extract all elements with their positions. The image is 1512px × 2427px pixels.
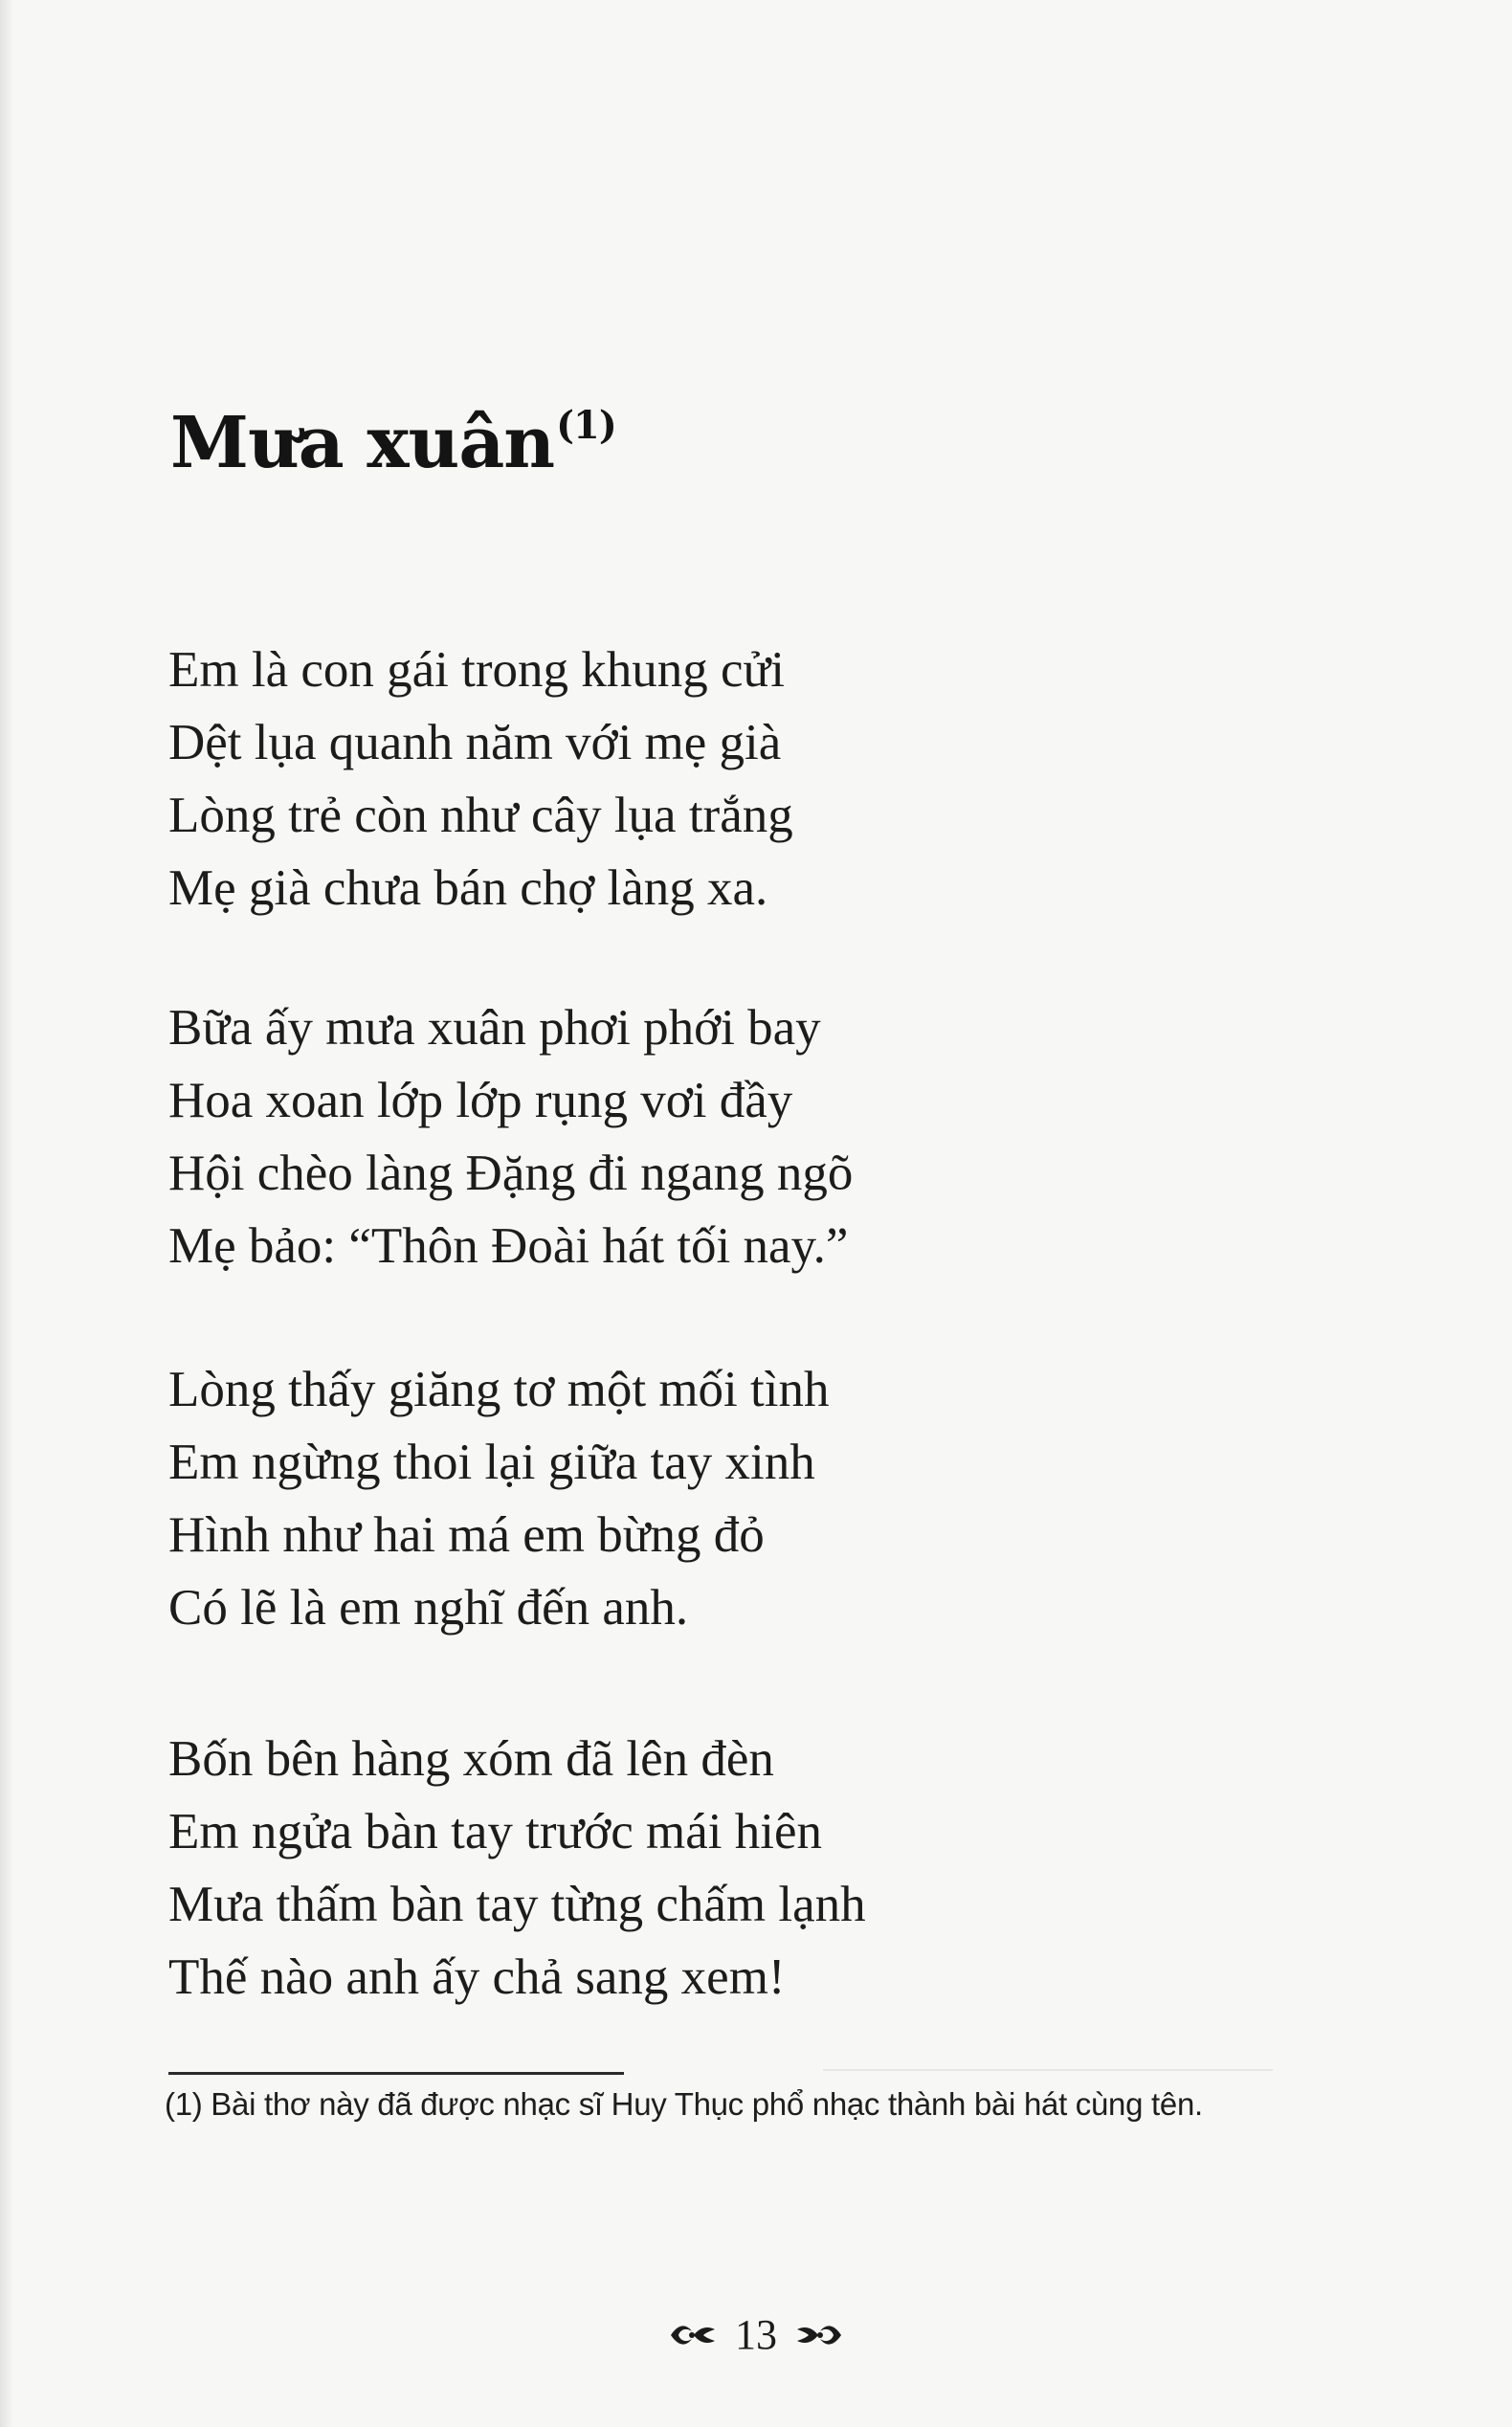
page-number-block	[0, 2306, 1512, 2359]
poem-line: Dệt lụa quanh năm với mẹ già	[168, 715, 782, 770]
poem-line: Lòng thấy giăng tơ một mối tình	[168, 1362, 830, 1417]
poem-line: Hình như hai má em bừng đỏ	[168, 1507, 765, 1563]
footnote-marker: (1)	[556, 403, 616, 448]
left-ornament-icon	[665, 2318, 719, 2352]
right-ornament-icon	[793, 2318, 847, 2352]
poem-line: Lòng trẻ còn như cây lụa trắng	[168, 788, 793, 843]
poem-title	[170, 402, 616, 484]
poem-line: Mẹ bảo: “Thôn Đoài hát tối nay.”	[168, 1218, 849, 1274]
poem-line: Hoa xoan lớp lớp rụng vơi đầy	[168, 1073, 793, 1128]
poem-line: Hội chèo làng Đặng đi ngang ngõ	[168, 1146, 854, 1201]
poem-line: Có lẽ là em nghĩ đến anh.	[168, 1580, 689, 1636]
poem-line: Thế nào anh ấy chả sang xem!	[168, 1949, 786, 2005]
poem-line: Mưa thấm bàn tay từng chấm lạnh	[168, 1877, 866, 1932]
poem-line: Bốn bên hàng xóm đã lên đèn	[168, 1731, 774, 1787]
poem-line: Em ngừng thoi lại giữa tay xinh	[168, 1435, 815, 1490]
stanza-1	[168, 634, 793, 924]
footnote-divider	[168, 2072, 624, 2075]
poem-title-text: Mưa xuân	[170, 402, 555, 484]
poem-line: Em ngửa bàn tay trước mái hiên	[168, 1804, 822, 1859]
stanza-3	[168, 1353, 829, 1644]
footnote: (1) Bài thơ này đã được nhạc sĩ Huy Thục phổ nhạc thành bài hát cùng tên.	[165, 2086, 1203, 2122]
show-through-rule	[823, 2069, 1273, 2071]
stanza-2	[168, 991, 853, 1282]
poem-line: Bữa ấy mưa xuân phơi phới bay	[168, 1000, 821, 1056]
stanza-4	[168, 1723, 866, 2014]
poem-line: Mẹ già chưa bán chợ làng xa.	[168, 860, 768, 916]
page-edge-shadow	[0, 0, 13, 2427]
page-number: 13	[735, 2311, 777, 2359]
poem-line: Em là con gái trong khung cửi	[168, 642, 785, 698]
